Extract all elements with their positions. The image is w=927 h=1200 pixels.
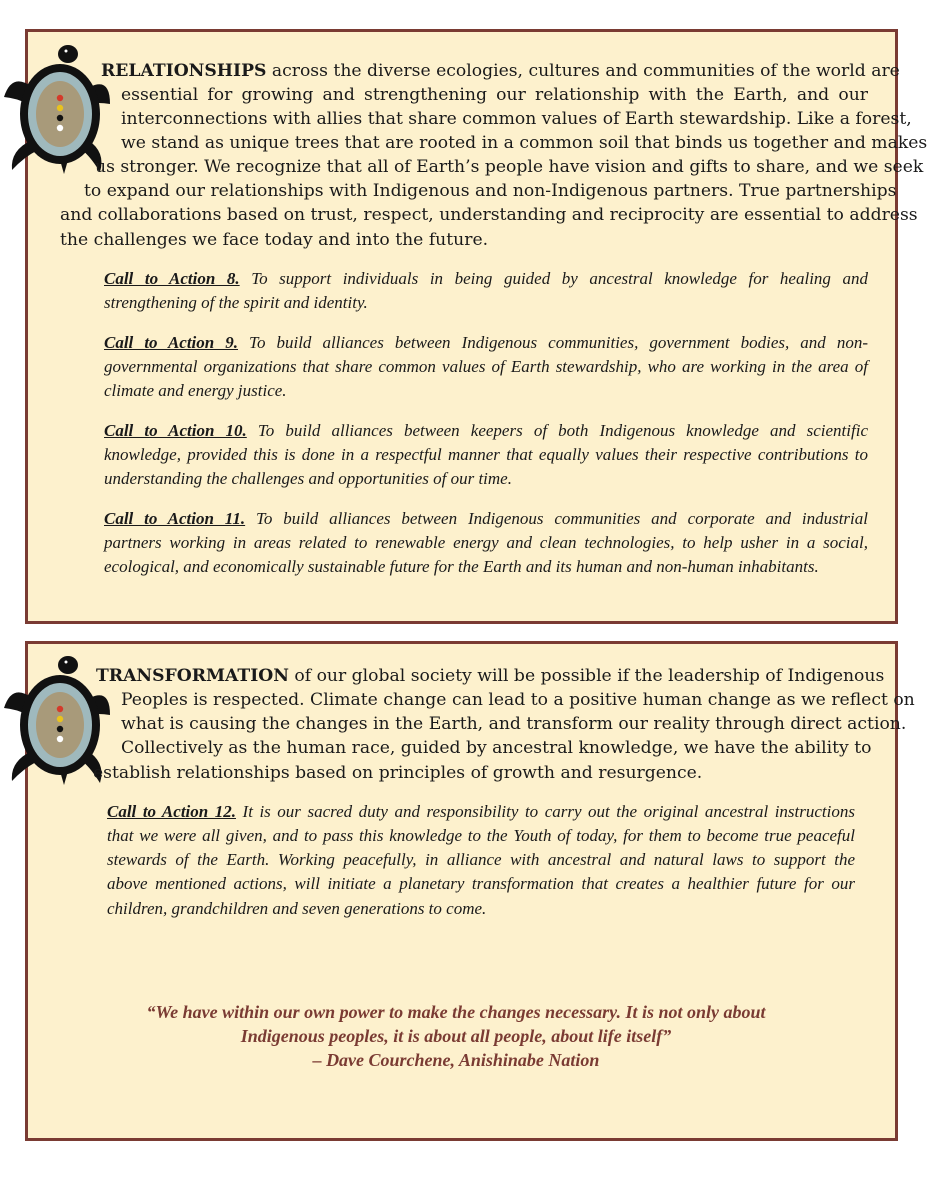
cta12-line-5: children, grandchildren and seven generations to come. xyxy=(107,899,487,918)
cta11-line-2: partners working in areas related to renewable energy and clean technologies, to help usher in a social, xyxy=(104,533,868,552)
transformation-line-2: Peoples is respected. Climate change can lead to a positive human change as we reflect on xyxy=(121,690,915,710)
cta8-line-2: strengthening of the spirit and identity. xyxy=(104,293,368,312)
transformation-line-5: establish relationships based on principles of growth and resurgence. xyxy=(93,763,703,783)
cta12-line-4: above mentioned actions, will initiate a planetary transformation that creates a healthier future for our xyxy=(107,874,855,893)
cta12-line-2: that we were all given, and to pass this knowledge to the Youth of today, for them to become true peaceful xyxy=(107,826,855,845)
cta10-label: Call to Action 10. xyxy=(104,421,247,440)
cta12-line-1: Call to Action 12. It is our sacred duty and responsibility to carry out the original ancestral instructions xyxy=(107,802,855,821)
quote-line-2: Indigenous peoples, it is about all people, about life itself” xyxy=(240,1026,672,1046)
cta9-line-1: Call to Action 9. To build alliances between Indigenous communities, government bodies, and non- xyxy=(104,333,869,352)
relationships-line-5: us stronger. We recognize that all of Earth’s people have vision and gifts to share, and we seek xyxy=(95,157,924,177)
cta12-line-3: stewards of the Earth. Working peacefully, in alliance with ancestral and natural laws to support the xyxy=(107,850,855,869)
transformation-line-1: TRANSFORMATION of our global society will be possible if the leadership of Indigenous xyxy=(96,666,885,686)
cta11-line-1: Call to Action 11. To build alliances between Indigenous communities and corporate and industrial xyxy=(104,509,868,528)
cta9-label: Call to Action 9. xyxy=(104,333,239,352)
relationships-line-8: the challenges we face today and into the future. xyxy=(60,230,489,250)
relationships-line-4: we stand as unique trees that are rooted in a common soil that binds us together and makes xyxy=(121,133,927,153)
relationships-line-6: to expand our relationships with Indigenous and non-Indigenous partners. True partnerships xyxy=(84,181,897,201)
relationships-line-3: interconnections with allies that share common values of Earth stewardship. Like a forest, xyxy=(121,109,912,129)
quote-line-1: “We have within our own power to make the changes necessary. It is not only about xyxy=(146,1002,766,1022)
cta9-line-2: governmental organizations that share common values of Earth stewardship, who are working in the area of xyxy=(104,357,868,376)
cta9-line-3: climate and energy justice. xyxy=(104,381,287,400)
cta8-line-1: Call to Action 8. To support individuals in being guided by ancestral knowledge for healing and xyxy=(104,269,868,288)
cta10-line-2: knowledge, provided this is done in a respectful manner that equally values their respective contributions to xyxy=(104,445,868,464)
quote-attribution: – Dave Courchene, Anishinabe Nation xyxy=(312,1050,600,1070)
relationships-line-1: RELATIONSHIPS across the diverse ecologies, cultures and communities of the world are xyxy=(101,61,900,81)
relationships-line-2: essential for growing and strengthening our relationship with the Earth, and our xyxy=(121,85,868,105)
cta10-line-1: Call to Action 10. To build alliances between keepers of both Indigenous knowledge and scientific xyxy=(104,421,868,440)
transformation-line-4: Collectively as the human race, guided by ancestral knowledge, we have the ability to xyxy=(121,738,872,758)
cta11-label: Call to Action 11. xyxy=(104,509,246,528)
cta11-line-3: ecological, and economically sustainable future for the Earth and its human and non-human inhabitants. xyxy=(104,557,819,576)
cta8-label: Call to Action 8. xyxy=(104,269,240,288)
relationships-line-7: and collaborations based on trust, respect, understanding and reciprocity are essential to address xyxy=(60,205,918,225)
cta12-label: Call to Action 12. xyxy=(107,802,236,821)
transformation-line-3: what is causing the changes in the Earth, and transform our reality through direct action. xyxy=(121,714,907,734)
cta10-line-3: understanding the challenges and opportunities of our time. xyxy=(104,469,512,488)
